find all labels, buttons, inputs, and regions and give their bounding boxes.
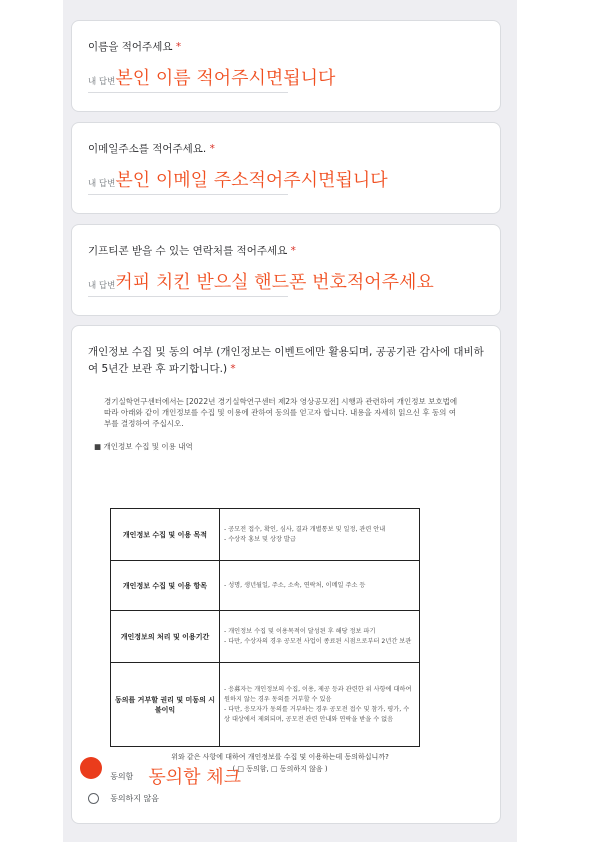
- answer-annotation: 본인 이메일 주소적어주시면됩니다: [115, 170, 388, 191]
- consent-table-value: - 공모전 접수, 확인, 심사, 결과 개별통보 및 일정, 관련 안내 - 수상작 홍보 및 상장 발급: [220, 509, 420, 561]
- question-label: 기프티콘 받을 수 있는 연락처를 적어주세요 *: [88, 245, 296, 257]
- question-label: 이름을 적어주세요 *: [88, 41, 182, 53]
- question-card-email: [71, 122, 501, 214]
- consent-table-key: 동의를 거부할 권리 및 미동의 시 불이익: [111, 663, 220, 747]
- consent-table-key: 개인정보 수집 및 이용 항목: [111, 561, 220, 611]
- required-marker: *: [209, 143, 215, 155]
- consent-table-row: [111, 561, 420, 611]
- answer-annotation: 커피 치킨 받으실 핸드폰 번호적어주세요: [115, 272, 434, 293]
- consent-document-image: [94, 396, 466, 773]
- agree-annotation: 동의함 체크: [148, 767, 242, 788]
- radio-option-disagree[interactable]: [88, 788, 159, 807]
- consent-table-key: 개인정보의 처리 및 이용기간: [111, 611, 220, 663]
- consent-section-title: ■ 개인정보 수집 및 이용 내역: [94, 442, 193, 451]
- consent-bottom-question-text: 위와 같은 사항에 대하여 개인정보를 수집 및 이용하는데 동의하십니까?: [171, 753, 389, 761]
- question-card-phone: [71, 224, 501, 316]
- required-marker: *: [175, 41, 182, 53]
- consent-table-value: - 성명, 생년월일, 주소, 소속, 연락처, 이메일 주소 등: [220, 561, 420, 611]
- phone-answer-field[interactable]: [88, 268, 434, 297]
- radio-option-label: 동의함: [110, 771, 134, 781]
- radio-option-agree[interactable]: [88, 763, 241, 789]
- name-answer-field[interactable]: [88, 64, 336, 93]
- email-answer-field[interactable]: [88, 166, 388, 195]
- consent-table: [110, 508, 420, 747]
- answer-annotation: 본인 이름 적어주시면됩니다: [115, 68, 336, 89]
- question-card-name: [71, 20, 501, 112]
- consent-table-row: [111, 663, 420, 747]
- consent-table-row: [111, 509, 420, 561]
- radio-unselected-icon[interactable]: [88, 793, 99, 804]
- question-label: 이메일주소를 적어주세요. *: [88, 143, 215, 155]
- consent-bottom-options: ( □ 동의함, □ 동의하지 않음 ): [232, 765, 328, 773]
- consent-table-key: 개인정보 수집 및 이용 목적: [111, 509, 220, 561]
- consent-table-value: - 응募자는 개인정보의 수집, 이용, 제공 등과 관련한 위 사항에 대하여 원하지 않는 경우 동의를 거부할 수 있음 - 다만, 응모자가 동의를 거부하는 경우 공모전 접수 및 참가, 평가, 수상 대상에서 제외되며, 공모전 관련 안내와 연락을 받을 수 없음: [220, 663, 420, 747]
- radio-option-label: 동의하지 않음: [110, 794, 160, 803]
- consent-table-value: - 개인정보 수집 및 이용목적이 달성된 후 해당 정보 파기 - 다만, 수상자의 경우 공모전 사업이 종료된 시점으로부터 2년간 보관: [220, 611, 420, 663]
- answer-placeholder: 내 답변: [88, 179, 116, 189]
- question-card-consent: [71, 325, 501, 824]
- answer-placeholder: 내 답변: [88, 77, 116, 87]
- consent-intro-text: 경기실학연구센터에서는 [2022년 경기실학연구센터 제2차 영상공모전] 시행과 관련하여 개인정보 보호법에 따라 아래와 같이 개인정보를 수집 및 이용에 관하여 동의를 얻고자 합니다. 내용을 자세히 읽으신 후 동의 여부를 결정하여 주십시오.: [104, 397, 458, 428]
- required-marker: *: [230, 363, 236, 375]
- answer-placeholder: 내 답변: [88, 281, 116, 291]
- radio-selected-icon[interactable]: [80, 757, 102, 779]
- consent-question-label: 개인정보 수집 및 동의 여부 (개인정보는 이벤트에만 활용되며, 공공기관 감사에 대비하여 5년간 보관 후 파기합니다.) *: [88, 346, 484, 375]
- required-marker: *: [290, 245, 296, 257]
- consent-table-row: [111, 611, 420, 663]
